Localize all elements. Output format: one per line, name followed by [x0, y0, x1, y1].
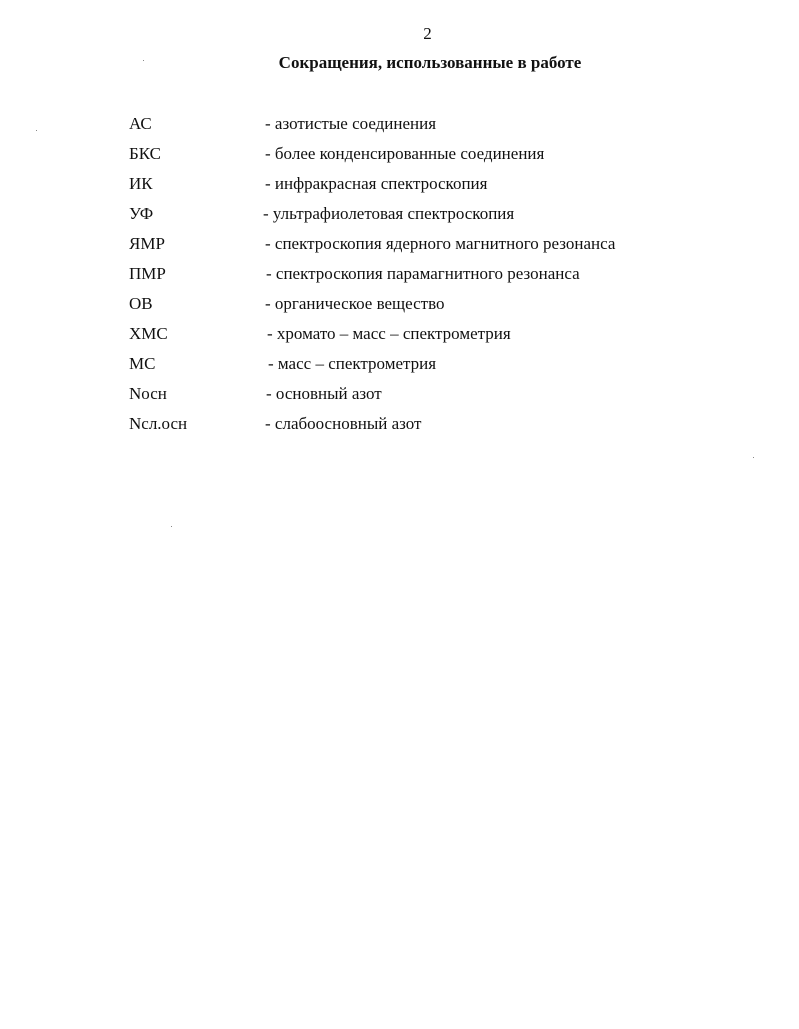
- abbreviation-term: ХМС: [129, 324, 168, 343]
- abbreviation-row: [129, 113, 729, 143]
- abbreviation-definition: - хромато – масс – спектрометрия: [267, 324, 511, 343]
- abbreviation-row: [129, 353, 729, 383]
- abbreviation-row: [129, 383, 729, 413]
- page-number: 2: [423, 24, 432, 43]
- abbreviation-row: [129, 323, 729, 353]
- abbreviation-definition: - органическое вещество: [265, 294, 445, 313]
- abbreviation-row: [129, 413, 729, 443]
- abbreviation-definition: - основный азот: [266, 384, 382, 403]
- abbreviation-term: УФ: [129, 204, 154, 223]
- scan-speck: [143, 60, 144, 61]
- abbreviation-term: МС: [129, 354, 156, 373]
- abbreviation-definition: - инфракрасная спектроскопия: [265, 174, 488, 193]
- page-title: Сокращения, использованные в работе: [278, 53, 582, 72]
- abbreviation-definition: - азотистые соединения: [265, 114, 437, 133]
- scan-speck: [36, 130, 37, 131]
- abbreviation-definition: - более конденсированные соединения: [265, 144, 545, 163]
- abbreviation-term: ПМР: [129, 264, 166, 283]
- abbreviation-definition: - спектроскопия парамагнитного резонанса: [266, 264, 580, 283]
- abbreviation-term: Nосн: [129, 384, 167, 403]
- abbreviation-term: БКС: [129, 144, 162, 163]
- abbreviation-term: ОВ: [129, 294, 153, 313]
- abbreviation-term: Nсл.осн: [129, 414, 188, 433]
- abbreviation-row: [129, 233, 729, 263]
- abbreviation-row: [129, 293, 729, 323]
- abbreviation-list: [129, 113, 729, 443]
- abbreviation-definition: - масс – спектрометрия: [268, 354, 437, 373]
- abbreviation-row: [129, 143, 729, 173]
- abbreviation-definition: - слабоосновный азот: [265, 414, 422, 433]
- scan-speck: [171, 526, 172, 527]
- abbreviation-row: [129, 173, 729, 203]
- abbreviation-term: ЯМР: [129, 234, 165, 253]
- scan-speck: [753, 457, 754, 458]
- abbreviation-row: [129, 263, 729, 293]
- abbreviation-row: [129, 203, 729, 233]
- abbreviation-definition: - ультрафиолетовая спектроскопия: [263, 204, 515, 223]
- abbreviation-term: ИК: [129, 174, 153, 193]
- abbreviation-definition: - спектроскопия ядерного магнитного резонанса: [265, 234, 616, 253]
- abbreviation-term: АС: [129, 114, 152, 133]
